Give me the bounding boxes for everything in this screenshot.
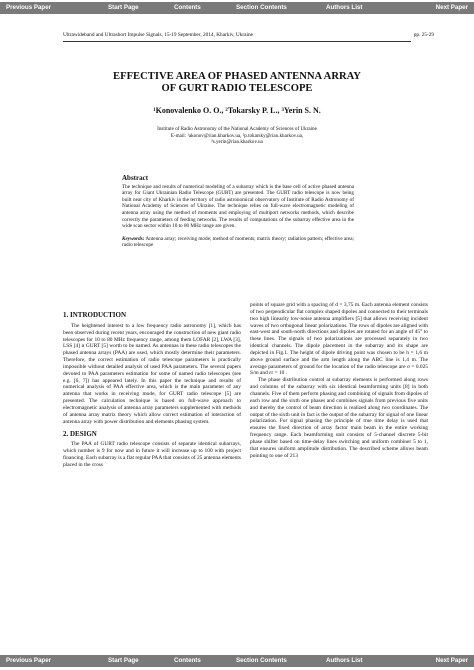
nav-start-page-bottom[interactable]: Start Page — [108, 657, 139, 664]
nav-section-contents-bottom[interactable]: Section Contents — [236, 657, 287, 664]
header-rule — [63, 41, 411, 42]
nav-contents[interactable]: Contents — [174, 4, 201, 11]
paper-title — [40, 71, 434, 95]
page-range: pp. 25-29 — [413, 32, 434, 38]
abstract-section — [122, 175, 354, 249]
paper-title-line-1: EFFECTIVE AREA OF PHASED ANTENNA ARRAY — [113, 71, 361, 82]
bottom-navigation-bar — [0, 655, 474, 667]
top-navigation-bar — [0, 2, 474, 14]
paper-authors: ¹Konovalenko O. O., ²Tokarsky P. L., ³Yerin S. N. — [153, 106, 321, 115]
section-1-heading: 1. INTRODUCTION — [63, 311, 127, 319]
nav-authors-list[interactable]: Authors List — [326, 4, 363, 11]
affiliation: Institute of Radio Astronomy of the National Academy of Sciences of Ukraine — [157, 126, 317, 132]
nav-next-paper[interactable]: Next Paper — [435, 4, 468, 11]
abstract-heading: Abstract — [122, 174, 149, 182]
affiliation-block — [40, 126, 434, 146]
keywords — [122, 236, 354, 249]
author-emails: E-mail: ¹akonov@rian.kharkov.ua, ²p.tokarsky@rian.kharkov.ua, — [170, 132, 304, 139]
nav-section-contents[interactable]: Section Contents — [236, 4, 287, 11]
nav-start-page[interactable]: Start Page — [108, 4, 139, 11]
author-email-3: ³s.yerin@rian.kharkov.ua — [211, 139, 263, 145]
nav-authors-list-bottom[interactable]: Authors List — [326, 657, 363, 664]
section-2-heading: 2. DESIGN — [63, 429, 97, 438]
right-column — [250, 302, 428, 459]
abstract-text: The technique and results of numerical modeling of a subarray which is the base cell of active phased antenna array for Giant Ukrainian Radio Telescope (GURT) are presented. The GURT radio telescope is now being built near city of Kharkiv in the territory of radio astronomical observatory of Institute of Radio Astronomy of National Academy of Sciences of Ukraine. The technique relies on full-wave electromagnetic modeling of antenna array using the method of moments and employing of multiport networks methods, which describe correctly the parameters of feeding networks. The results of computations of the subarray effective area in the wide scan sector within 10 to 80 MHz range are given. — [122, 183, 354, 230]
paper-title-line-2: OF GURT RADIO TELESCOPE — [161, 83, 313, 94]
conference-header: Ultrawideband and Ultrashort Impulse Signals, 15-19 September, 2014, Kharkiv, Ukraine — [63, 32, 253, 38]
keywords-text: Antenna array; receiving mode; method of moments; matrix theory; radiation pattern; effective area; radio telescope — [122, 235, 354, 249]
left-column — [63, 302, 241, 469]
section-2-paragraph: The PAA of GURT radio telescope consists of separate identical subarrays, which number is 9 for now and in future it will increase up to 100 with project financing. Each subarray is a flat regular PAA that consists of 25 antenna elements placed in the cross — [63, 441, 241, 468]
nav-next-paper-bottom[interactable]: Next Paper — [435, 657, 468, 664]
nav-contents-bottom[interactable]: Contents — [174, 657, 201, 664]
right-paragraph-2: The phase distribution control at subarray elements is performed along rows and columns of the subarray with six identical beamforming units [8] in both channels. Five of them perform phasing and combining of signals from dipoles of each row and the sixth one phases and combines signals from previous five units and thereby the control of beam direction is realized along two coordinates. The output of the sixth unit in fact is the output of the subarray for signal of one linear polarization. For signal phasing the principle of true time delay is used that ensures the fixed direction of array factor main beam in the entire working frequency range. Each beamforming unit consists of 5-channel discrete 5-bit phase shifter based on time-delay lines switching and uniform combiner 5 to 1, that ensures uniform amplitude distribution. The described scheme allows beam pointing to one of 213 — [250, 377, 428, 459]
nav-previous-paper[interactable]: Previous Paper — [6, 4, 52, 11]
section-1-paragraph: The heightened interest to a low frequency radio astronomy [1], which has been observed during recent years, encouraged the construction of new giant radio telescopes for 10 to 80 MHz frequency range, among them LOFAR [2], LWA [3], LSS [4] и GURT [5] worth to be named. As antennas in these radio telescopes the phased antenna arrays (PAA) are used, which mostly determine their parameters. Therefore, the correct estimation of radio telescope parameters is practically impossible without detailed analysis of used PAA parameters. The several papers devoted to PAA parameters estimation for some of named radio telescopes (see e.g. [6, 7]) has appeared lately. In this paper the technique and results of numerical analysis of PAA effective area, which is the main parameter of any antenna that works in receiving mode, for GURT radio telescope [5] are presented. The calculation technique is based on full-wave approach to electromagnetic analysis of antenna array parameters supplemented with methods of antenna array matrix theory which allow correct estimation of interaction of antenna array with power distribution and elements phasing system. — [63, 322, 241, 425]
right-paragraph-1: points of square grid with a spacing of d = 3,75 m. Each antenna element consists of two perpendicular flat complex shaped dipoles and connected to their terminals two high linearity low-noise antenna amplifiers [5] that allows receiving incident waves of two orthogonal linear polarizations. The rows of dipoles are aligned with east-west and south-north directions and dipoles are rotated for an angle of 45° to these lines. The signals of two polarizations are processed separately in two identical channels. The dipole placement in the subarray and its shape are depicted in Fig.1. The height of dipole driving point was chosen to be h = 1,6 m above ground surface and the arm length along the ABC line is 1,4 m. The average parameters of ground for the location of the radio telescope are σ = 0.025 S/m and εr = 10 . — [250, 302, 428, 377]
nav-previous-paper-bottom[interactable]: Previous Paper — [6, 657, 52, 664]
keywords-label: Keywords: — [122, 235, 145, 242]
